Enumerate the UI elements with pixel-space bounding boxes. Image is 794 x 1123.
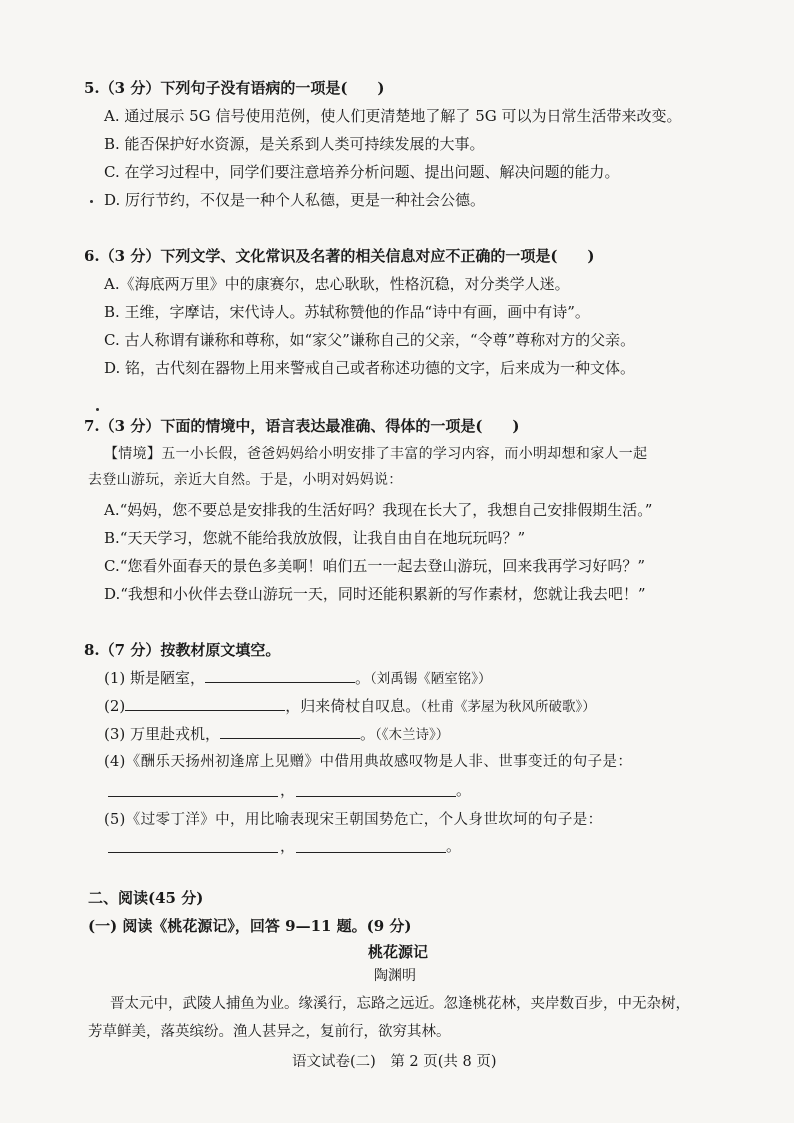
item-3-suffix: 。 — [360, 725, 376, 743]
question-8-stem: 8.（7 分）按教材原文填空。 — [84, 641, 281, 659]
passage-author: 陶渊明 — [374, 968, 416, 984]
question-5-option-a: A. 通过展示 5G 信号使用范例，使人们更清楚地了解了 5G 可以为日常生活带来改变。 — [104, 107, 682, 125]
question-5-option-b: B. 能否保护好水资源，是关系到人类可持续发展的大事。 — [104, 135, 485, 153]
passage-paragraph-line-1: 晋太元中，武陵人捕鱼为业。缘溪行，忘路之远近。忽逢桃花林，夹岸数百步，中无杂树， — [110, 996, 690, 1012]
fill-blank[interactable] — [108, 796, 278, 797]
page-footer: 语文试卷(二) 第 2 页(共 8 页) — [292, 1054, 497, 1070]
question-8-item-4: (4)《酬乐天扬州初逢席上见赠》中借用典故感叹物是人非、世事变迁的句子是： — [104, 754, 633, 770]
fill-blank[interactable] — [205, 668, 355, 683]
question-6-option-a: A.《海底两万里》中的康赛尔，忠心耿耿，性格沉稳，对分类学人迷。 — [104, 275, 570, 293]
question-7-option-d: D.“我想和小伙伴去登山游玩一天，同时还能积累新的写作素材，您就让我去吧！” — [104, 585, 646, 603]
question-8-item-3 — [104, 724, 449, 745]
question-5-stem: 5.（3 分）下列句子没有语病的一项是( ) — [84, 79, 385, 97]
question-8-item-2 — [104, 696, 596, 717]
question-7-stem: 7.（3 分）下面的情境中，语言表达最准确、得体的一项是( ) — [84, 417, 520, 435]
item-1-suffix: 。 — [355, 669, 371, 687]
fill-blank[interactable] — [296, 852, 446, 853]
section-subtitle: (一) 阅读《桃花源记》，回答 9—11 题。(9 分) — [88, 917, 412, 935]
item-4-comma: ， — [280, 781, 296, 799]
item-2-source: （杜甫《茅屋为秋风所破歌》） — [420, 699, 596, 715]
item-5-end: 。 — [446, 837, 462, 855]
item-5-comma: ， — [280, 837, 296, 855]
question-6-option-b: B. 王维，字摩诘，宋代诗人。苏轼称赞他的作品“诗中有画，画中有诗”。 — [104, 303, 590, 321]
item-4-end: 。 — [456, 781, 472, 799]
item-3-prefix: (3) 万里赴戎机， — [104, 725, 221, 743]
item-2-suffix: ，归来倚杖自叹息。 — [285, 697, 421, 715]
question-7-context-line-1: 【情境】五一小长假，爸爸妈妈给小明安排了丰富的学习内容，而小明却想和家人一起 — [104, 446, 648, 462]
scan-speck — [90, 200, 93, 203]
scan-speck — [96, 408, 99, 411]
question-8-item-1 — [104, 668, 492, 689]
fill-blank[interactable] — [296, 796, 456, 797]
item-1-prefix: (1) 斯是陋室， — [104, 669, 206, 687]
section-title: 二、阅读(45 分) — [88, 889, 204, 907]
question-7-option-b: B.“天天学习，您就不能给我放放假，让我自由自在地玩玩吗？” — [104, 529, 526, 547]
passage-paragraph-line-2: 芳草鲜美，落英缤纷。渔人甚异之，复前行，欲穷其林。 — [88, 1024, 451, 1040]
question-8-item-5: (5)《过零丁洋》中，用比喻表现宋王朝国势危亡，个人身世坎坷的句子是： — [104, 812, 603, 828]
question-7-option-a: A.“妈妈，您不要总是安排我的生活好吗？我现在长大了，我想自己安排假期生活。” — [104, 501, 653, 519]
fill-blank[interactable] — [108, 852, 278, 853]
question-5-option-d: D. 厉行节约，不仅是一种个人私德，更是一种社会公德。 — [104, 191, 486, 209]
item-2-prefix: (2) — [104, 697, 126, 715]
question-6-stem: 6.（3 分）下列文学、文化常识及名著的相关信息对应不正确的一项是( ) — [84, 247, 595, 265]
fill-blank[interactable] — [220, 724, 360, 739]
question-6-option-d: D. 铭，古代刻在器物上用来警戒自己或者称述功德的文字，后来成为一种文体。 — [104, 359, 636, 377]
passage-title: 桃花源记 — [368, 943, 429, 961]
fill-blank[interactable] — [125, 696, 285, 711]
item-3-source: （《木兰诗》） — [375, 727, 450, 743]
question-6-option-c: C. 古人称谓有谦称和尊称，如“家父”谦称自己的父亲，“令尊”尊称对方的父亲。 — [104, 331, 636, 349]
question-7-option-c: C.“您看外面春天的景色多美啊！咱们五一一起去登山游玩，回来我再学习好吗？” — [104, 557, 646, 575]
item-1-source: （刘禹锡《陋室铭》） — [370, 671, 492, 687]
question-5-option-c: C. 在学习过程中，同学们要注意培养分析问题、提出问题、解决问题的能力。 — [104, 163, 620, 181]
question-7-context-line-2: 去登山游玩，亲近大自然。于是，小明对妈妈说： — [88, 472, 403, 488]
